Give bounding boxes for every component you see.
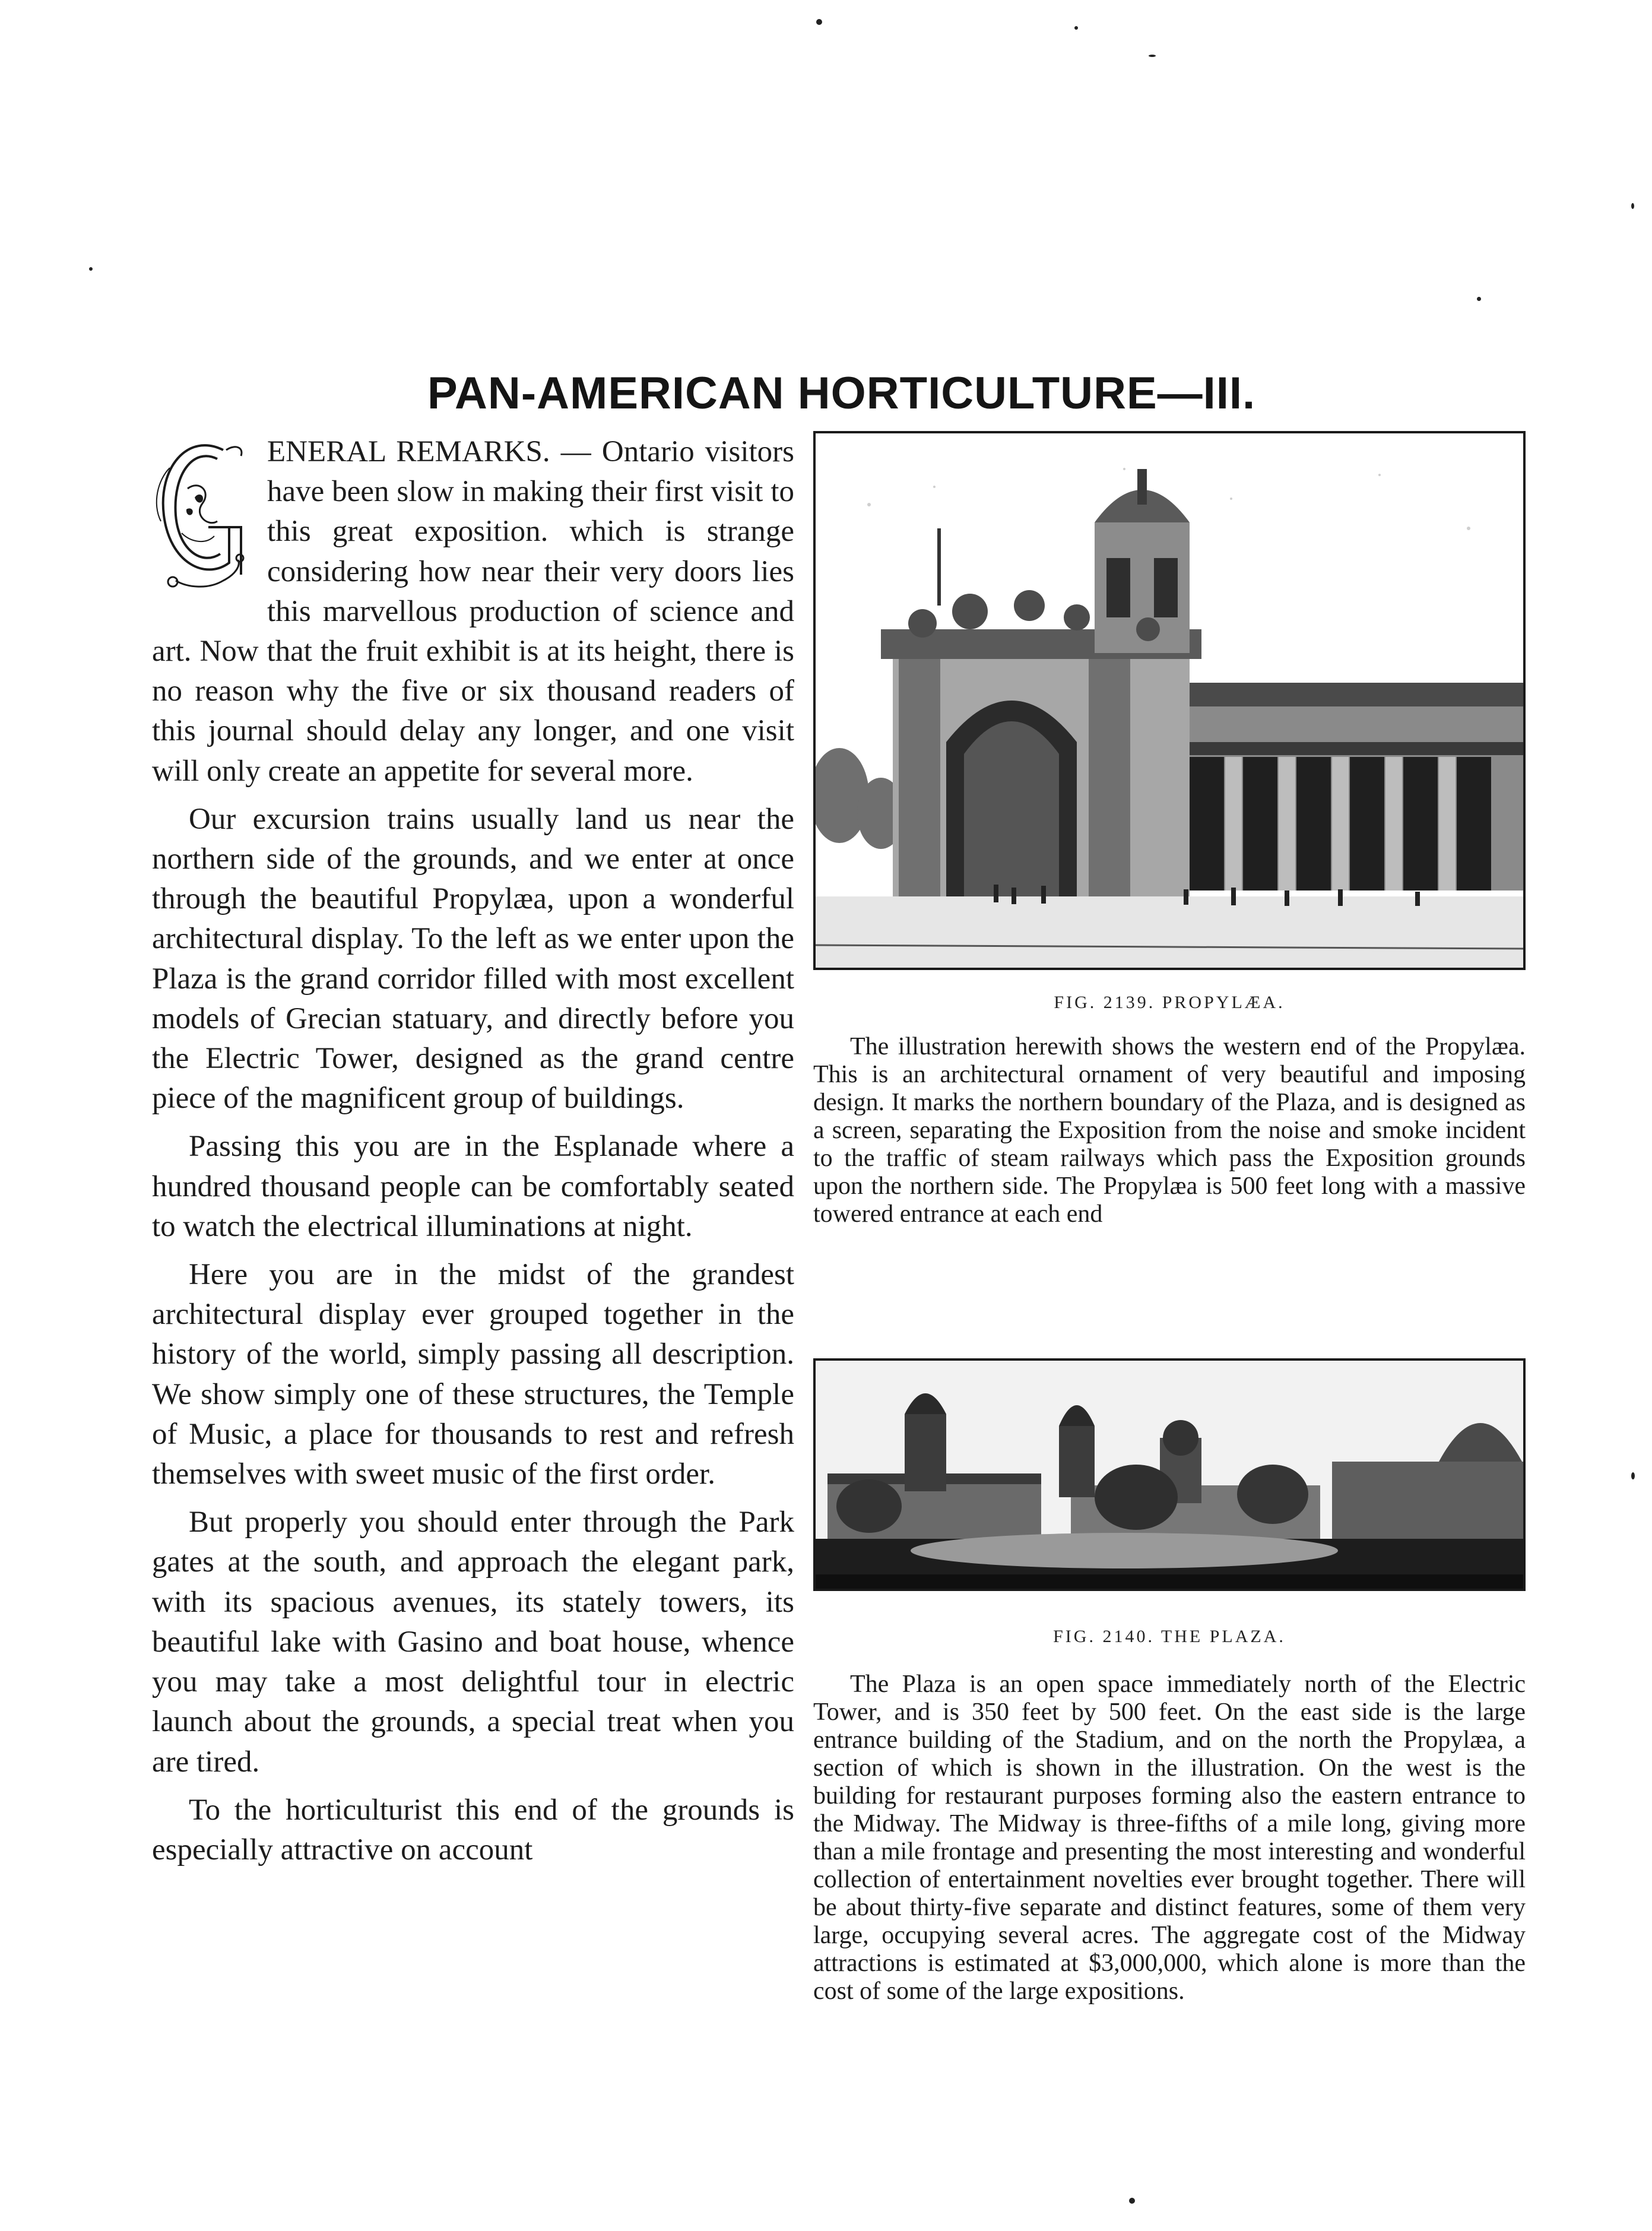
print-speck [1477,297,1481,301]
figure-plaza [813,1358,1526,2005]
print-speck [1149,55,1156,57]
print-speck [89,267,93,271]
paragraph-text: ENERAL REMARKS. — Ontario visitors have been slow in making their first visit to this great exposition. which is strange considering how near their very doors lies this marvellous production of science and art. Now that the fruit exhibit is at its height, there is no reason why the five or six thousand readers of this journal should delay any longer, and one visit will only create an appetite for several more. [152,435,794,788]
page-title: PAN-AMERICAN HORTICULTURE—III. [427,367,1256,419]
article-paragraph: To the horticulturist this end of the grounds is especially attractive on account [152,1793,794,1866]
print-speck [816,19,822,25]
figure-description: The Plaza is an open space immediately north of the Electric Tower, and is 350 feet by 500 feet. On the east side is the large entrance building of the Stadium, and on the north the Propylæa, a section of which is shown in the illustration. On the west is the building for restaurant purposes forming also the eastern entrance to the Midway. The Midway is three-fifths of a mile long, giving more than a mile frontage and presenting the most interesting and wonderful collection of entertainment novelties ever brought together. There will be about thirty-five separate and distinct features, some of them very large, occupying several acres. The aggregate cost of the Midway attractions is estimated at $3,000,000, which alone is more than the cost of some of the large expositions. [813,1671,1526,2005]
ornamental-dropcap-g [152,432,253,595]
article-paragraph [152,432,794,791]
propylaea-illustration [813,431,1526,970]
figure-description: The illustration herewith shows the western end of the Propylæa. This is an architectural ornament of very beautiful and imposing design. It marks the northern boundary of the Plaza, and is designed as a screen, separating the Exposition from the noise and smoke incident to the traffic of steam railways which pass the Exposition grounds upon the northern side. The Propylæa is 500 feet long with a massive towered entrance at each end [813,1033,1526,1228]
figure-propylaea [813,431,1526,1228]
print-speck [1631,1472,1635,1479]
plaza-illustration [813,1358,1526,1591]
print-speck [1129,2198,1135,2204]
figure-caption: FIG. 2140. THE PLAZA. [1053,1627,1286,1646]
figure-caption: FIG. 2139. PROPYLÆA. [1054,993,1285,1012]
print-speck [1074,26,1078,30]
article-paragraph: But properly you should enter through the Park gates at the south, and approach the elegant park, with its spacious avenues, its stately towers, its beautiful lake with Gasino and boat house, whence you may take a most delightful tour in electric launch about the grounds, a special treat when you are tired. [152,1506,794,1779]
print-speck [1631,203,1634,209]
article-paragraph: Passing this you are in the Esplanade where a hundred thousand people can be comfortably seated to watch the electrical illuminations at night. [152,1130,794,1243]
article-paragraph: Here you are in the midst of the grandest architectural display ever grouped together in the history of the world, simply passing all description. We show simply one of these structures, the Temple of Music, a place for thousands to rest and refresh themselves with sweet music of the first order. [152,1258,794,1491]
article-body [152,432,794,1878]
article-paragraph: Our excursion trains usually land us near the northern side of the grounds, and we enter at once through the beautiful Propylæa, upon a wonderful architectural display. To the left as we enter upon the Plaza is the grand corridor filled with most excellent models of Grecian statuary, and directly before you the Electric Tower, designed as the grand centre piece of the magnificent group of buildings. [152,802,794,1116]
